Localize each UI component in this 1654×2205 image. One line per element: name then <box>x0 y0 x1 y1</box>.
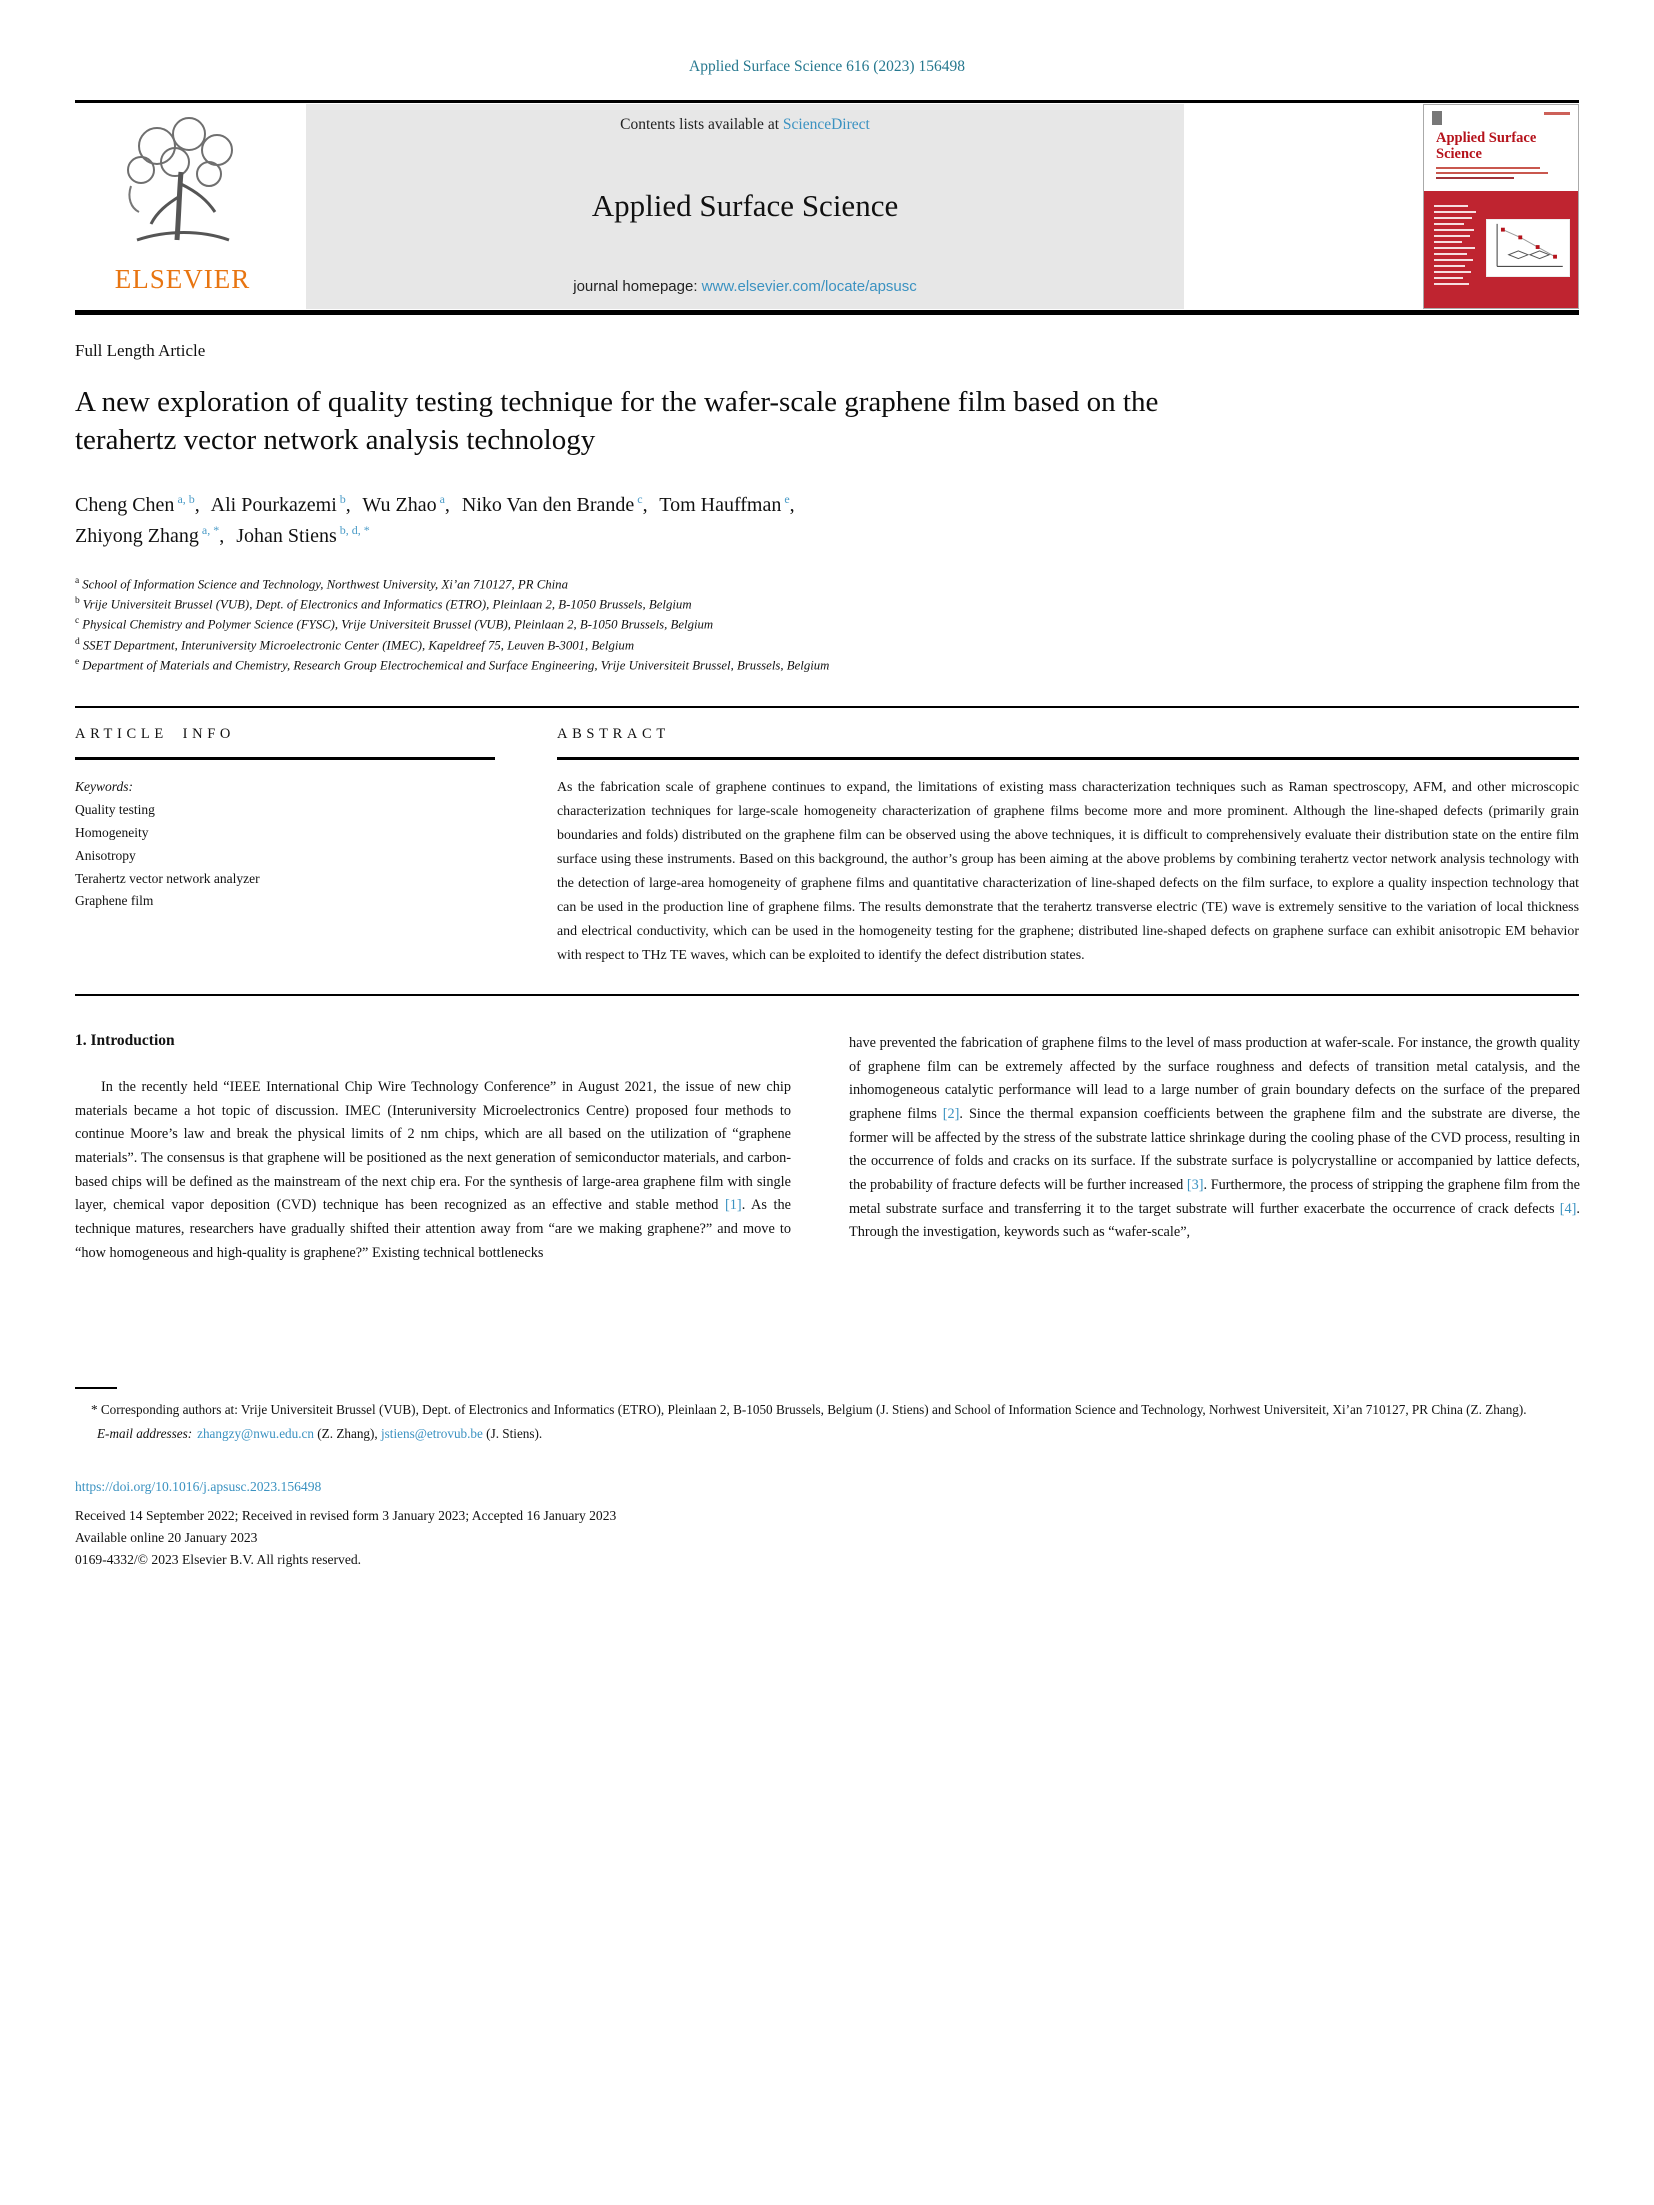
author-affil-sup: b, d, * <box>339 522 370 537</box>
body-right-column <box>849 1032 1580 1265</box>
citation-ref-4[interactable]: [4] <box>1559 1200 1577 1217</box>
affiliation: $^e$ Department of Materials and Chemistry, Research Group Electrochemical and Surface Engineering, Vrije Universiteit Brussel, Brussels, Belgium <box>75 657 830 673</box>
affiliation: $^c$ Physical Chemistry and Polymer Science (FYSC), Vrije Universiteit Brussel (VUB), Pleinlaan 2, B-1050 Brussels, Belgium <box>75 616 714 632</box>
info-abstract-bottom-rule <box>75 994 1579 996</box>
available-online: Available online 20 January 2023 <box>75 1530 258 1546</box>
abstract-column <box>557 726 1579 968</box>
author: Zhiyong Zhang $^{a, *}$, <box>75 522 225 547</box>
journal-citation-link[interactable]: Applied Surface Science 616 (2023) 156498 <box>689 58 965 75</box>
journal-name: Applied Surface Science <box>591 188 899 223</box>
author-affil-sup: a <box>439 491 445 506</box>
journal-cover-thumbnail <box>1423 104 1579 309</box>
footnote-rule <box>75 1387 117 1389</box>
introduction-paragraph-right: have prevented the fabrication of graphene films to the level of mass production at wafer-scale. For instance, the growth quality of graphene film can be extremely affected by the surface roughness and defects of transition metal catalysis, and the inhomogeneous catalytic performance will lead to a large number of grain boundary defects on the surface of the prepared graphene films [2]. Since the thermal expansion coefficients between the graphene film and the substrate are diverse, the former will be affected by the stress of the substrate lattice shrinkage during the cooling phase of the CVD process, resulting in the occurrence of folds and cracks on its surface. If the substrate surface is polycrystalline or accompanied by lattice defects, the probability of fracture defects will be further increased [3]. Furthermore, the process of stripping the graphene film from the metal substrate surface and transferring it to the target substrate will further exacerbate the occurrence of crack defects [4]. Through the investigation, keywords such as “wafer-scale”, <box>849 1035 1580 1241</box>
article-title: A new exploration of quality testing technique for the wafer-scale graphene film based on the terahertz vector network analysis technology <box>75 386 1159 457</box>
author: Ali Pourkazemi $^b$, <box>210 491 351 516</box>
abstract-rule <box>557 757 1579 760</box>
author-name: Zhiyong Zhang <box>75 524 199 547</box>
doi-link[interactable]: https://doi.org/10.1016/j.apsusc.2023.156498 <box>75 1478 322 1494</box>
author: Tom Hauffman $^e$, <box>659 491 795 516</box>
author <box>236 522 370 547</box>
affiliation: $^b$ Vrije Universiteit Brussel (VUB), Dept. of Electronics and Informatics (ETRO), Pleinlaan 2, B-1050 Brussels, Belgium <box>75 595 692 612</box>
copyright-line: 0169-4332/© 2023 Elsevier B.V. All rights reserved. <box>75 1551 362 1567</box>
author: Wu Zhao $^a$, <box>362 491 450 516</box>
email-label: E-mail addresses: <box>97 1425 193 1441</box>
author-affil-sup: b <box>339 491 346 506</box>
author-affil-sup: c <box>637 491 643 506</box>
keywords-label: Keywords: <box>75 778 133 794</box>
elsevier-tree-icon <box>117 112 249 262</box>
affiliation-list <box>75 574 1579 676</box>
keyword: Graphene film <box>75 893 154 909</box>
abstract-text: As the fabrication scale of graphene continues to expand, the limitations of existing mass characterization techniques such as Raman spectroscopy, AFM, and other microscopic characterization techniques for large-scale homogeneity characterization of graphene films become more and more prominent. Although the line-shaped defects (primarily grain boundaries and folds) distributed on the graphene film can be observed using the above techniques, it is difficult to comprehensively evaluate their distribution state on the entire film surface using these instruments. Based on this background, the author’s group has been aiming at the above problems by combining terahertz vector network analysis technology with the detection of large-area homogeneity of graphene films and quantitative characterization of line-shaped defects on the film surface, to explore a quality inspection technology that can be used in the production line of graphene films. The results demonstrate that the terahertz transverse electric (TE) wave is extremely sensitive to the variation of local thickness and electrical conductivity, which can be used in the homogeneity testing for the graphene; distributed line-shaped defects on graphene surface can exhibit anisotropic EM behavior with respect to THz TE waves, which can be exploited to identify the defect distribution states. <box>557 779 1579 964</box>
introduction-paragraph-left: In the recently held “IEEE International Chip Wire Technology Conference” in August 2021, the issue of new chip materials became a hot topic of discussion. IMEC (Interuniversity Microelectronics Centre) proposed four methods to continue Moore’s law and break the physical limits of 2 nm chips, which are all based on the utilization of “graphene materials”. The consensus is that graphene will be positioned as the next generation of semiconductor materials, and carbon-based chips will be defined as the mainstream of the next chip era. For the synthesis of large-area graphene film with single layer, chemical vapor deposition (CVD) technique has been recognized as an effective and stable method [1]. As the technique matures, researchers have gradually shifted their attention away from “are we making graphene?” and move to “how homogeneous and high-quality is graphene?” Existing technical bottlenecks <box>75 1079 791 1261</box>
abstract-heading: ABSTRACT <box>557 725 670 742</box>
elsevier-logo <box>75 104 290 309</box>
author-affil-sup: a, * <box>201 522 220 537</box>
cover-issn-text <box>1544 112 1570 115</box>
citation-ref-1[interactable]: [1] <box>725 1197 742 1214</box>
homepage-line <box>316 278 1174 295</box>
contents-line <box>316 116 1174 134</box>
journal-citation <box>75 58 1579 76</box>
body-left-column <box>75 1032 791 1265</box>
cover-plot <box>1486 219 1570 277</box>
received-dates: Received 14 September 2022; Received in revised form 3 January 2023; Accepted 16 January 2023 <box>75 1508 617 1524</box>
cover-editor-list <box>1434 205 1476 289</box>
email-link-zhang[interactable]: zhangzy@nwu.edu.cn <box>197 1425 314 1441</box>
citation-ref-2[interactable]: [2] <box>942 1106 960 1123</box>
journal-homepage-link[interactable]: www.elsevier.com/locate/apsusc <box>701 278 917 295</box>
article-type-label: Full Length Article <box>75 341 206 360</box>
affiliation: $^a$ School of Information Science and Technology, Northwest University, Xi’an 710127, PR China <box>75 575 568 591</box>
keyword: Terahertz vector network analyzer <box>75 870 260 886</box>
footer-block <box>75 1476 1579 1571</box>
author-name: Johan Stiens <box>236 524 337 547</box>
citation-ref-3[interactable]: [3] <box>1186 1177 1204 1194</box>
contents-prefix: Contents lists available at <box>620 116 783 133</box>
email-link-stiens[interactable]: jstiens@etrovub.be <box>381 1425 483 1441</box>
cover-subtitle-lines <box>1436 167 1548 182</box>
elsevier-wordmark: ELSEVIER <box>114 264 251 294</box>
author-name: Cheng Chen <box>75 493 175 516</box>
sciencedirect-link[interactable]: ScienceDirect <box>782 116 870 133</box>
author: Cheng Chen $^{a, b}$, <box>75 491 200 516</box>
keyword: Quality testing <box>75 801 155 817</box>
author-name: Niko Van den Brande <box>461 493 635 516</box>
article-info-heading: ARTICLE INFO <box>75 725 236 742</box>
keyword: Homogeneity <box>75 824 149 840</box>
header-bottom-rule <box>75 310 1579 315</box>
author-name: Wu Zhao <box>362 493 437 516</box>
author-name: Tom Hauffman <box>659 493 782 516</box>
journal-banner-box <box>306 104 1184 309</box>
body-columns <box>75 1032 1579 1265</box>
author-affil-sup: a, b <box>177 491 195 506</box>
cover-title: Applied Surface Science <box>1436 130 1537 162</box>
cover-publisher-mark <box>1432 111 1442 125</box>
author-list <box>75 490 1579 552</box>
article-info-rule <box>75 757 495 760</box>
corresponding-author-note: * Corresponding authors at: Vrije Universiteit Brussel (VUB), Dept. of Electronics and Informatics (ETRO), Pleinlaan 2, B-1050 Brussels, Belgium (J. Stiens) and School of Information Science and Technology, Norhwest Universiteit, Xi’an 710127, PR China (Z. Zhang). <box>91 1402 1527 1418</box>
author-name: Ali Pourkazemi <box>210 493 337 516</box>
cover-red-panel <box>1424 191 1578 308</box>
article-info-column <box>75 726 495 968</box>
keyword: Anisotropy <box>75 847 136 863</box>
journal-header <box>75 103 1579 310</box>
email-addresses-line: E-mail addresses: zhangzy@nwu.edu.cn (Z. Zhang), jstiens@etrovub.be (J. Stiens). <box>97 1425 543 1441</box>
author-affil-sup: e <box>784 491 790 506</box>
author: Niko Van den Brande $^c$, <box>461 491 648 516</box>
info-abstract-section <box>75 708 1579 994</box>
introduction-heading: 1. Introduction <box>75 1032 175 1050</box>
homepage-prefix: journal homepage: <box>573 278 702 295</box>
affiliation: $^d$ SSET Department, Interuniversity Microelectronic Center (IMEC), Kapeldreef 75, Leuven B-3001, Belgium <box>75 636 635 653</box>
